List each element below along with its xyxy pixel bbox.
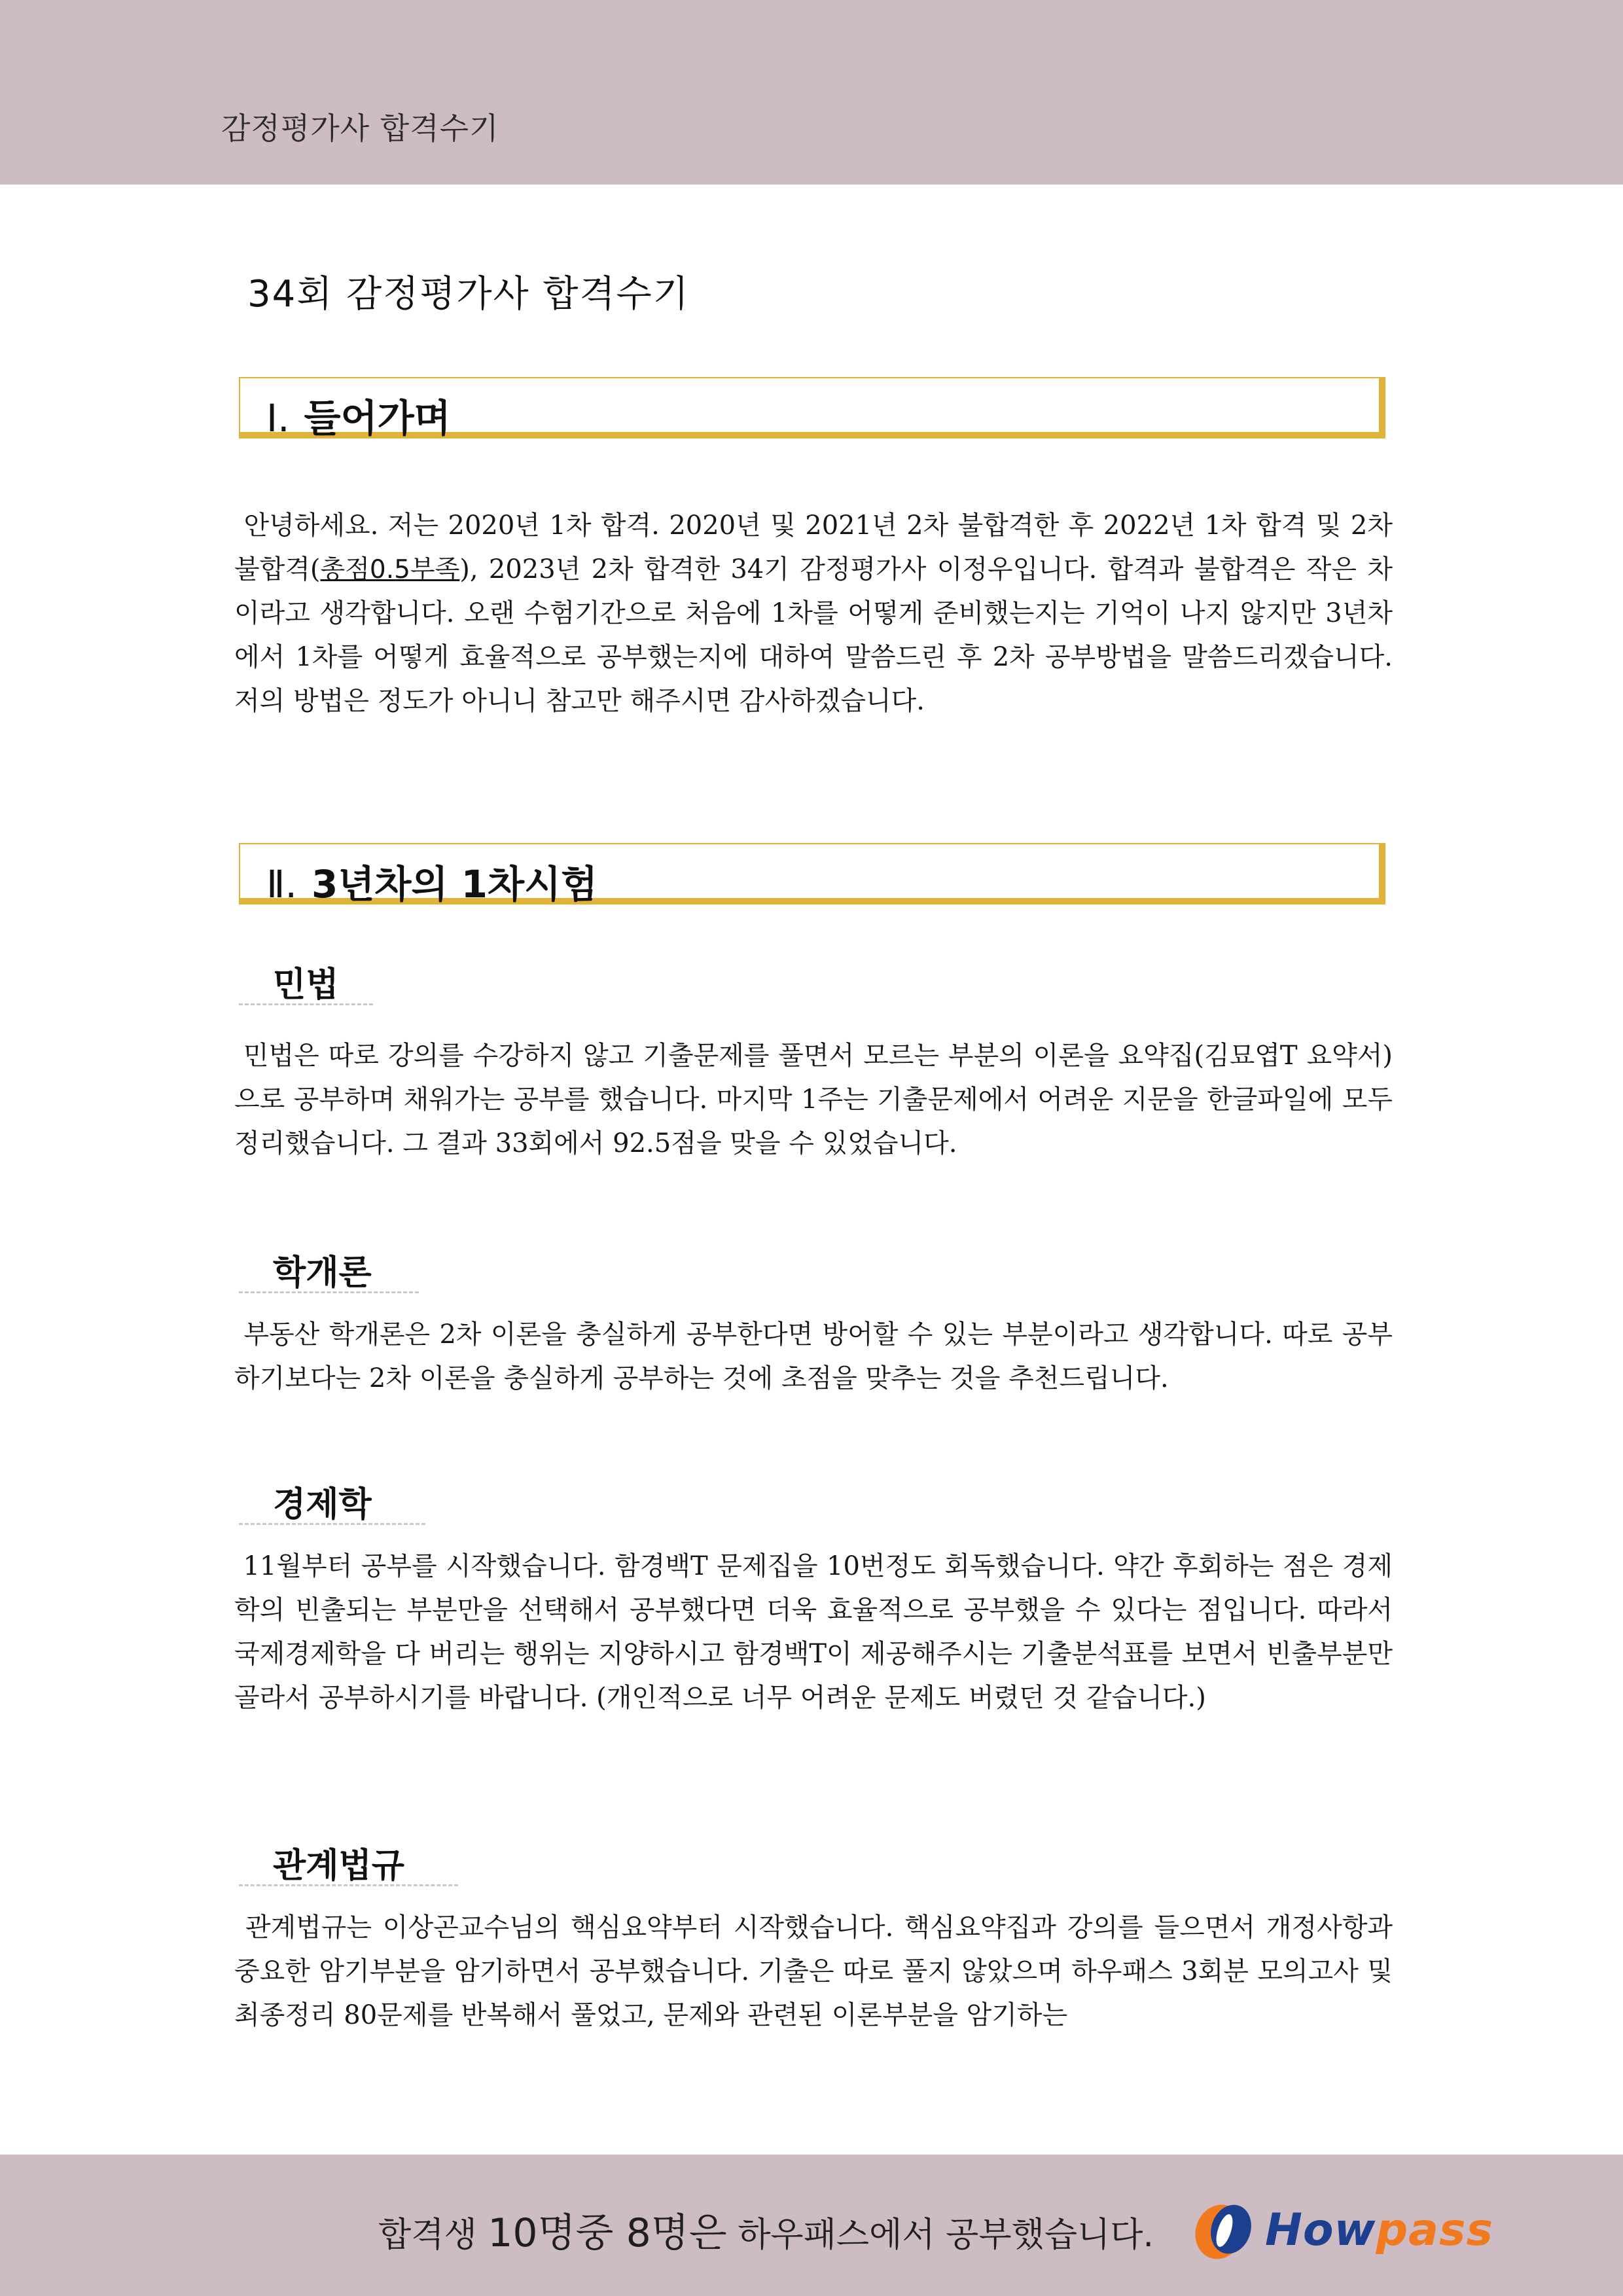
intro-paragraph (234, 504, 1393, 723)
subsection-title: 관계법규 (273, 1846, 404, 1886)
intro-text-before: 안녕하세요. 저는 2020년 1차 합격. 2020년 및 2021년 2차 불합격한 후 2022년 1차 합격 및 2차 불합격( (234, 511, 1393, 584)
section-number: Ⅱ. (266, 862, 297, 906)
subsection-text: 11월부터 공부를 시작했습니다. 함경백T 문제집을 10번정도 회독했습니다. 약간 후회하는 점은 경제학의 빈출되는 부분만을 선택해서 공부했다면 더욱 효율적으로 공부했을 수 있다는 점입니다. 따라서 국제경제학을 다 버리는 행위는 지양하시고 함경백T이 제공해주시는 기출분석표를 보면서 빈출부분만 골라서 공부하시기를 바랍니다. (개인적으로 너무 어려운 문제도 버렸던 것 같습니다.) (234, 1551, 1393, 1713)
intro-text-after: ), 2023년 2차 합격한 34기 감정평가사 이정우입니다. 합격과 불합격은 작은 차이라고 생각합니다. 오랜 수험기간으로 처음에 1차를 어떻게 준비했는지는 기억이 나지 않지만 3년차에서 1차를 어떻게 효율적으로 공부했는지에 대하여 말씀드린 후 2차 공부방법을 말씀드리겠습니다. 저의 방법은 정도가 아니니 참고만 해주시면 감사하겠습니다. (234, 554, 1393, 716)
header-band (0, 0, 1623, 185)
subsection-paragraph-real-estate (234, 1313, 1393, 1401)
subsection-heading-real-estate (239, 1245, 419, 1293)
section-heading-2 (239, 843, 1385, 905)
intro-underlined-text: 총점0.5부족 (320, 555, 460, 584)
subsection-heading-civil-law (239, 957, 373, 1005)
subsection-title: 경제학 (273, 1485, 372, 1524)
section-title: 3년차의 1차시험 (311, 862, 598, 906)
slogan-part: 합격생 (378, 2215, 488, 2255)
subsection-paragraph-civil-law (234, 1034, 1393, 1166)
subsection-text: 민법은 따로 강의를 수강하지 않고 기출문제를 풀면서 모르는 부분의 이론을 요약집(김묘엽T 요약서)으로 공부하며 채워가는 공부를 했습니다. 마지막 1주는 기출문제에서 어려운 지문을 한글파일에 모두 정리했습니다. 그 결과 33회에서 92.5점을 맞을 수 있었습니다. (234, 1041, 1393, 1158)
subsection-text: 관계법규는 이상곤교수님의 핵심요약부터 시작했습니다. 핵심요약집과 강의를 들으면서 개정사항과 중요한 암기부분을 암기하면서 공부했습니다. 기출은 따로 풀지 않았으며 하우패스 3회분 모의고사 및 최종정리 80문제를 반복해서 풀었고, 문제와 관련된 이론부분을 암기하는 (234, 1912, 1393, 2030)
section-title: 들어가며 (304, 396, 451, 440)
logo-text-how: How (1265, 2204, 1376, 2256)
subsection-title: 학개론 (273, 1253, 372, 1293)
section-heading-2-text (266, 853, 597, 908)
footer-slogan (378, 2202, 1154, 2258)
document-title: 34회 감정평가사 합격수기 (247, 273, 690, 315)
header-band-title: 감정평가사 합격수기 (221, 111, 499, 146)
slogan-part: 하우패스에서 공부했습니다. (726, 2215, 1154, 2255)
section-heading-1-text (266, 387, 451, 442)
subsection-heading-related-laws (239, 1838, 458, 1886)
howpass-logo-icon (1188, 2199, 1260, 2262)
subsection-paragraph-economics (234, 1545, 1393, 1720)
subsection-paragraph-related-laws (234, 1906, 1393, 2037)
section-heading-1 (239, 377, 1385, 439)
slogan-emphasis: 10명중 8명은 (488, 2210, 727, 2256)
subsection-text: 부동산 학개론은 2차 이론을 충실하게 공부한다면 방어할 수 있는 부분이라고 생각합니다. 따로 공부하기보다는 2차 이론을 충실하게 공부하는 것에 초점을 맞추는 것을 추천드립니다. (234, 1319, 1393, 1393)
subsection-heading-economics (239, 1477, 425, 1525)
howpass-logo-text (1265, 2204, 1493, 2256)
footer-band (0, 2155, 1623, 2296)
section-number: Ⅰ. (266, 396, 290, 440)
subsection-title: 민법 (273, 965, 339, 1005)
logo-text-pass: pass (1376, 2204, 1493, 2256)
